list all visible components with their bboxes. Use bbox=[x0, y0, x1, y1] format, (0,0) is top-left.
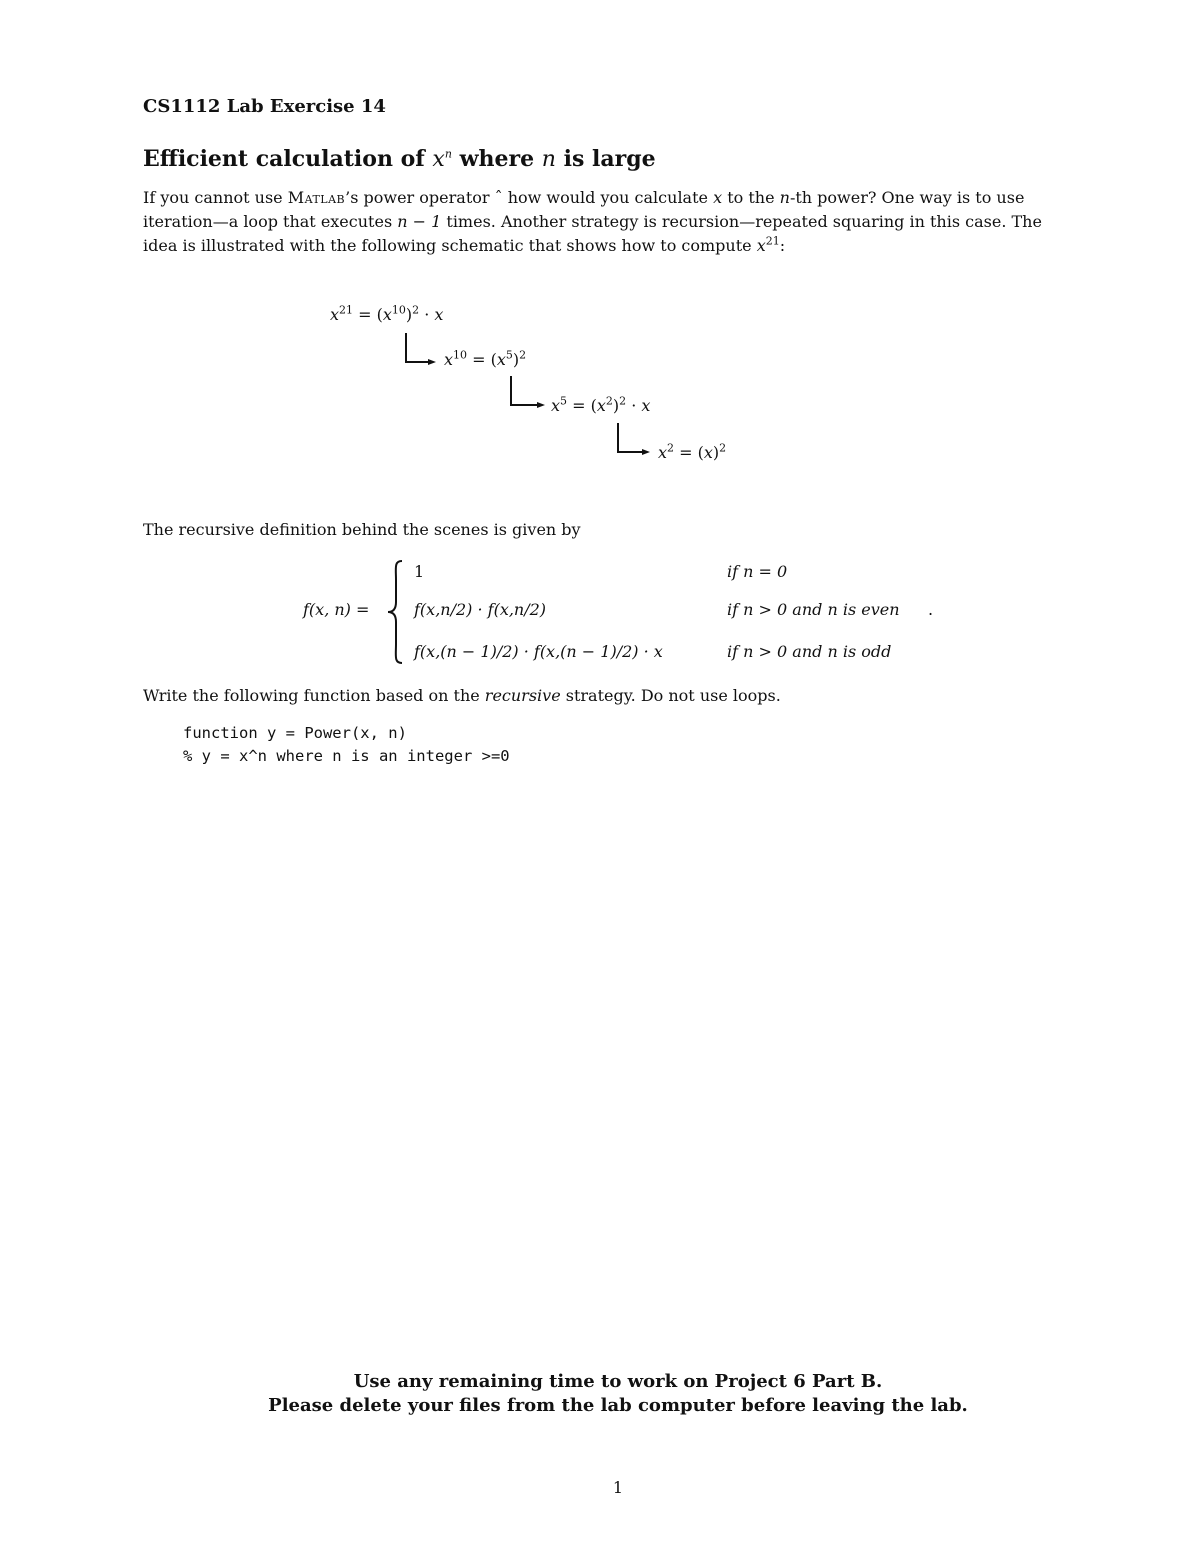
recursive-intro: The recursive definition behind the scenes is given by bbox=[143, 520, 581, 539]
case-2-cond: if n > 0 and n is even bbox=[727, 600, 900, 619]
section-title-x: x bbox=[432, 147, 445, 172]
intro-text: idea is illustrated with the following schematic that shows how to compute bbox=[143, 236, 757, 255]
intro-text: to the bbox=[722, 188, 780, 207]
case-1-cond: if n = 0 bbox=[727, 562, 788, 581]
section-title-exp: n bbox=[444, 147, 452, 161]
schematic-eq-4: $x^2 = (x)^2$ bbox=[658, 441, 727, 462]
intro-text: iteration—a loop that executes bbox=[143, 212, 398, 231]
math-exp: 21 bbox=[765, 234, 780, 248]
task-text: Write the following function based on the bbox=[143, 686, 485, 705]
matlab-name: Matlab bbox=[287, 188, 346, 207]
math-x: x bbox=[756, 236, 766, 255]
section-title-mid: where bbox=[451, 146, 542, 172]
recursive-lhs: f(x, n) = bbox=[303, 600, 370, 619]
case-2-expr: f(x,n/2) · f(x,n/2) bbox=[414, 600, 547, 619]
task-instruction bbox=[143, 684, 781, 708]
intro-line-2 bbox=[143, 210, 1042, 234]
intro-text: ’s power operator ˆ how would you calculate bbox=[345, 188, 714, 207]
intro-text: times. Another strategy is recursion—repeated squaring in this case. The bbox=[441, 212, 1042, 231]
case-1-expr: 1 bbox=[414, 562, 425, 581]
schematic-eq-3: $x^5 = (x^2)^2 \cdot x$ bbox=[551, 394, 651, 415]
intro-line-3 bbox=[143, 234, 785, 258]
schematic-arrow-2 bbox=[505, 375, 551, 409]
case-trailing-period: . bbox=[928, 600, 934, 619]
schematic-arrow-3 bbox=[612, 422, 656, 456]
section-title-suffix: is large bbox=[555, 146, 656, 172]
schematic-eq-1: $x^{21} = (x^{10})^2 \cdot x$ bbox=[330, 303, 444, 324]
page-number: 1 bbox=[612, 1478, 624, 1497]
task-emphasis: recursive bbox=[484, 686, 561, 705]
intro-line-1 bbox=[143, 186, 1024, 210]
code-line-2: % y = x^n where n is an integer >=0 bbox=[183, 747, 510, 765]
section-title-prefix: Efficient calculation of bbox=[143, 146, 433, 172]
left-brace bbox=[384, 558, 408, 666]
case-3-expr: f(x,(n − 1)/2) · f(x,(n − 1)/2) · x bbox=[414, 642, 663, 661]
schematic-arrow-1 bbox=[400, 332, 442, 366]
section-title-n: n bbox=[541, 147, 556, 172]
math-x: x bbox=[713, 188, 723, 207]
lab-title: CS1112 Lab Exercise 14 bbox=[143, 96, 386, 117]
code-line-1: function y = Power(x, n) bbox=[183, 724, 407, 742]
intro-text: If you cannot use bbox=[143, 188, 288, 207]
footer-line-2: Please delete your files from the lab computer before leaving the lab. bbox=[268, 1395, 968, 1416]
section-title bbox=[143, 146, 656, 172]
intro-text: : bbox=[779, 236, 786, 255]
task-text: strategy. Do not use loops. bbox=[560, 686, 781, 705]
schematic-eq-2: $x^{10} = (x^5)^2$ bbox=[444, 348, 527, 369]
case-3-cond: if n > 0 and n is odd bbox=[727, 642, 892, 661]
footer-line-1: Use any remaining time to work on Project 6 Part B. bbox=[353, 1371, 883, 1392]
intro-text: -th power? One way is to use bbox=[789, 188, 1025, 207]
math-expr: n − 1 bbox=[397, 212, 442, 231]
math-n: n bbox=[779, 188, 790, 207]
